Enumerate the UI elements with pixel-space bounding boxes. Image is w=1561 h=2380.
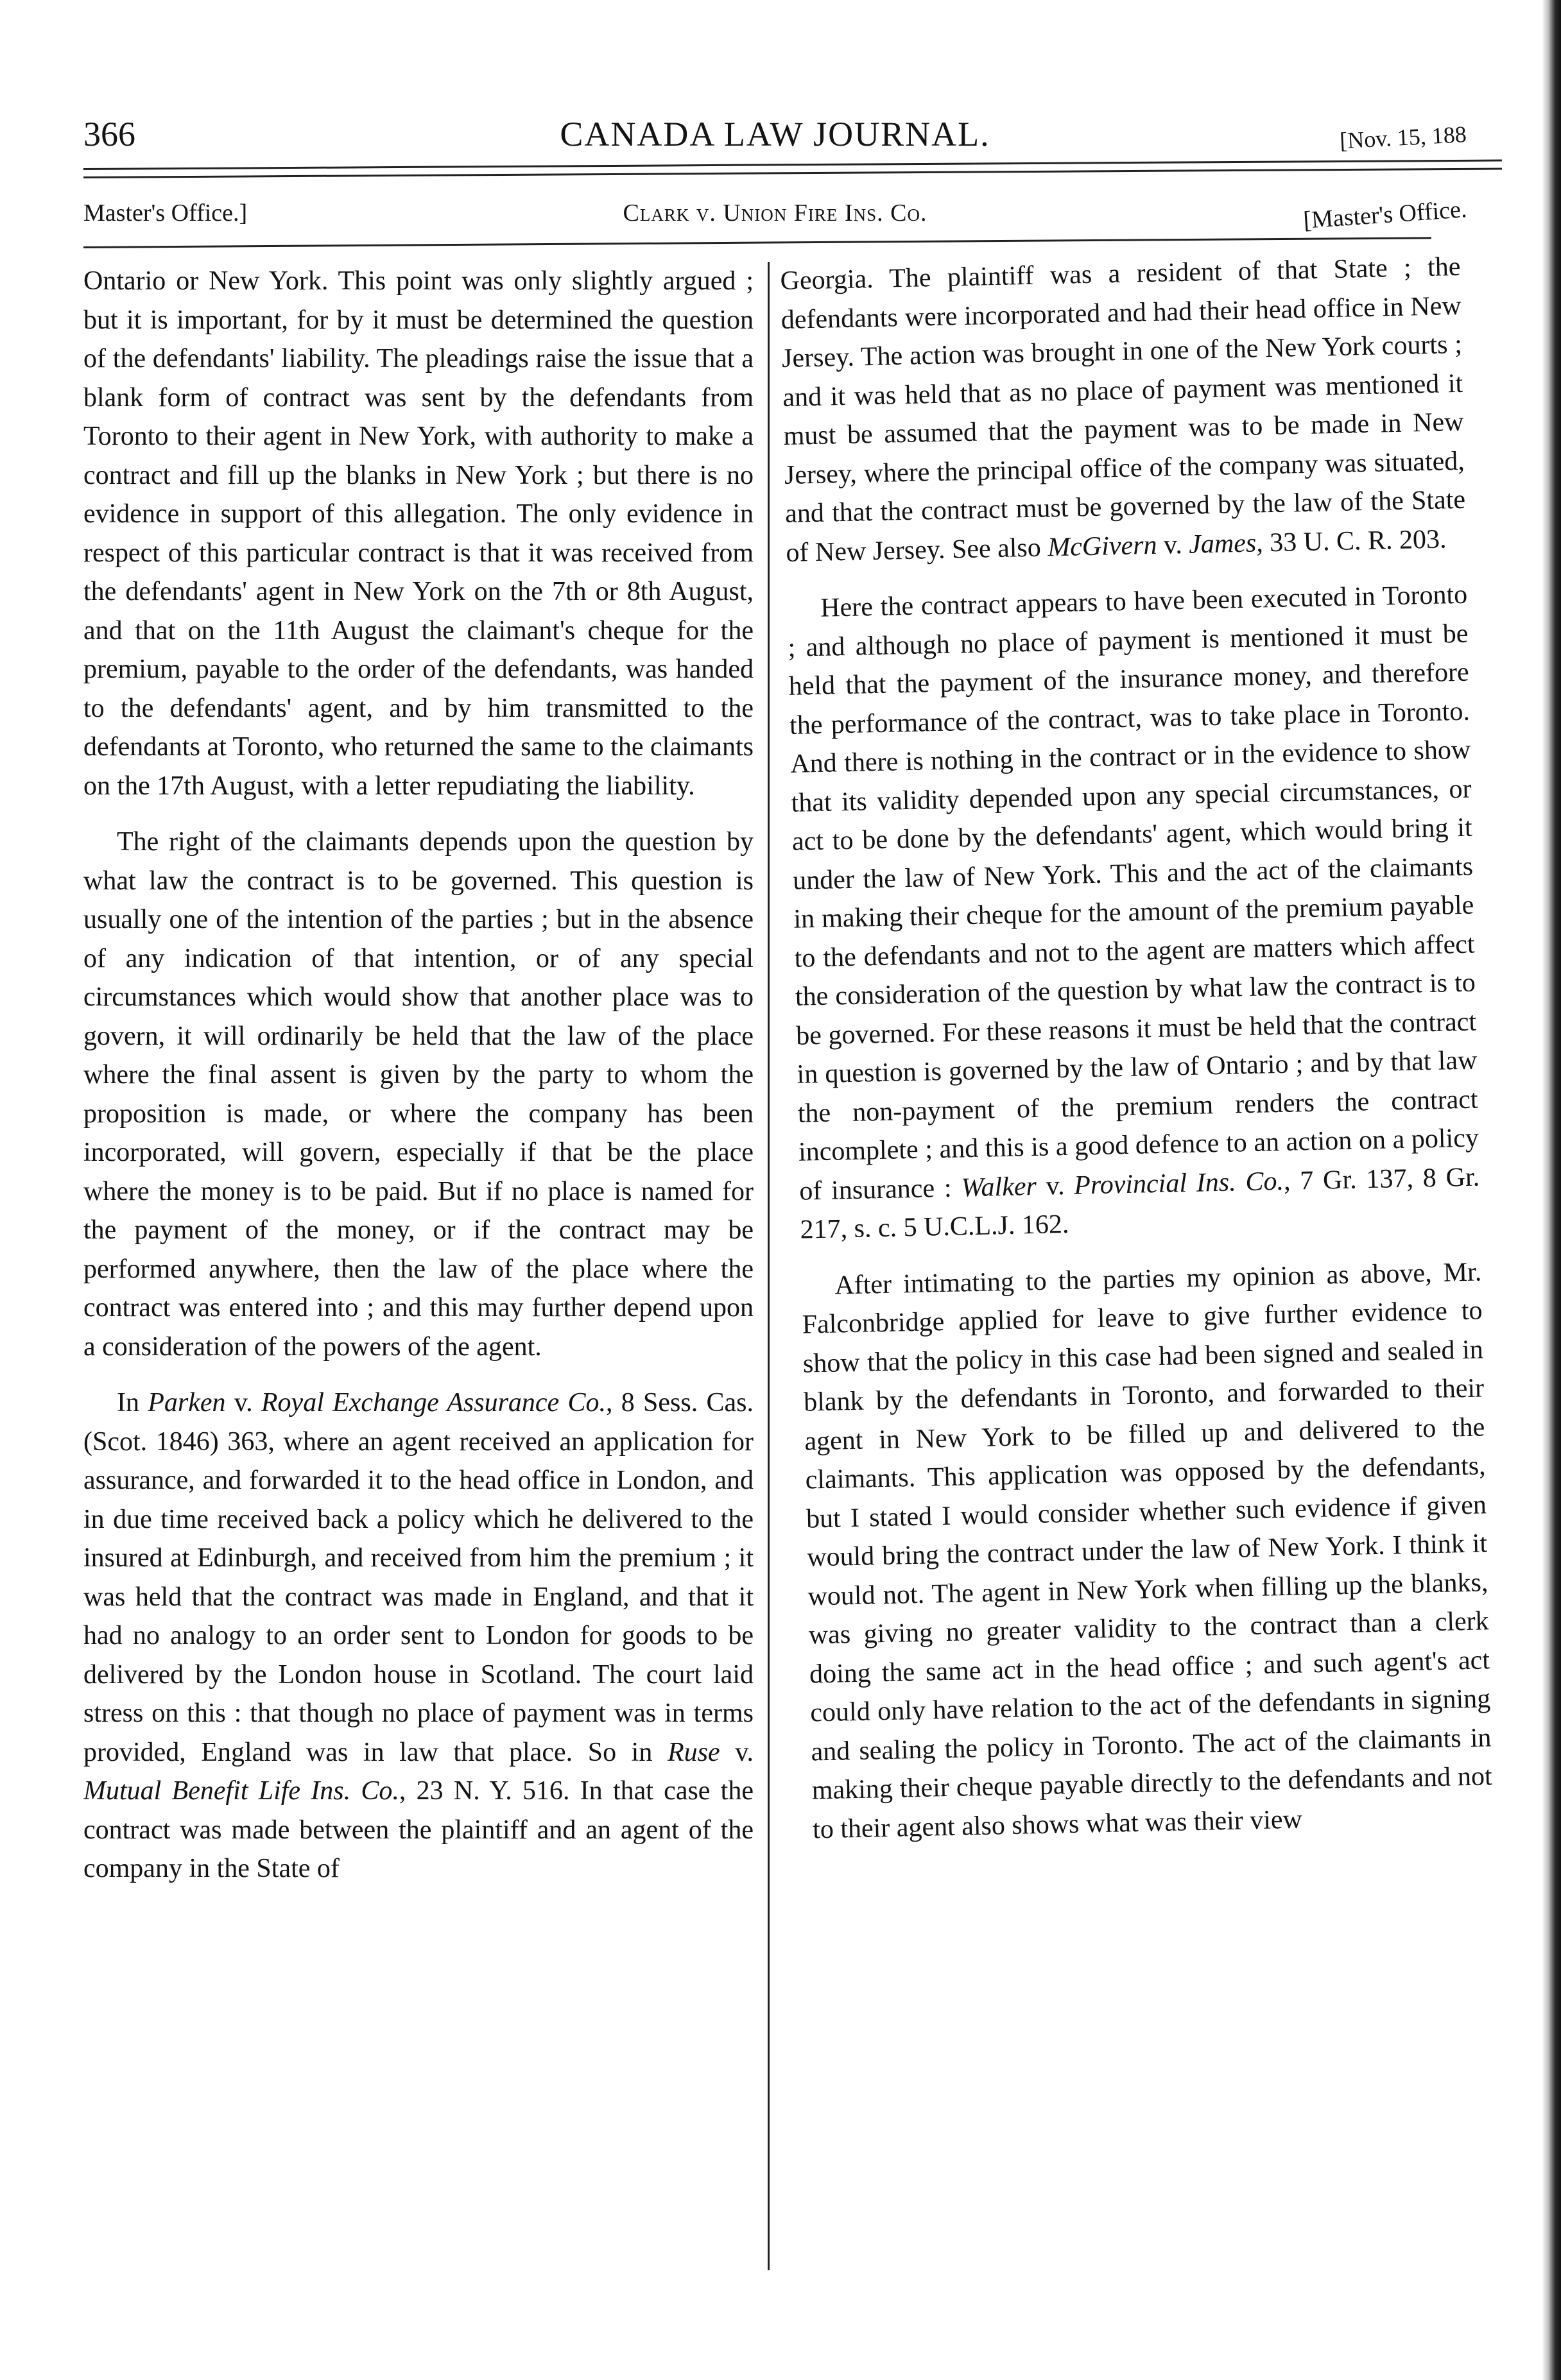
issue-date: [Nov. 15, 188 xyxy=(1339,121,1468,154)
right-column xyxy=(780,248,1503,2277)
case-name: Parken xyxy=(148,1388,226,1417)
page-edge-shadow xyxy=(1542,0,1561,2380)
text-run: , 7 Gr. 137, 8 Gr. 217, s. c. 5 U.C.L.J. 162. xyxy=(800,1161,1480,1245)
case-name: McGivern xyxy=(1047,530,1157,562)
left-paragraph-3 xyxy=(83,1383,754,1888)
case-name: Royal Exchange Assurance Co. xyxy=(261,1388,606,1417)
case-name: Provincial Ins. Co. xyxy=(1073,1166,1284,1201)
left-paragraph-2: The right of the claimants depends upon the question by what law the contract is to be governed. This question is usually one of the intention of the parties ; but in the absence of any indication of that intention, or of any special circumstances which would show that another place was to govern, it will ordinarily be held that the law of the place where the final assent is given by the party to whom the proposition is made, or where the company has been incorporated, will govern, especially if that be the place where the money is to be paid. But if no place is named for the payment of the money, or if the contract may be performed anywhere, then the law of the place where the contract was entered into ; and this may further depend upon a consideration of the powers of the agent. xyxy=(83,827,754,1362)
page-number: 366 xyxy=(83,115,135,153)
journal-title: CANADA LAW JOURNAL. xyxy=(560,115,990,153)
case-name: Ruse xyxy=(667,1737,720,1767)
running-head-left: Master's Office.] xyxy=(83,200,248,227)
case-title: Clark v. Union Fire Ins. Co. xyxy=(623,200,927,227)
text-run: , 8 Sess. Cas. (Scot. 1846) 363, where an agent received an application for assurance, and forwarded it to the head office in London, and in due time received back a policy which he delivered to the insured at Edinburgh, and received from him the premium ; it was held that the contract was made in England, and that it had no analogy to an order sent to London for goods to be delivered by the London house in Scotland. The court laid stress on this : that though no place of payment was in terms provided, England was in law that place. So in xyxy=(83,1388,754,1767)
text-run: In xyxy=(117,1388,148,1417)
column-divider xyxy=(768,262,770,2270)
text-run: , 23 N. Y. 516. In that case the contract was made between the plaintiff and an agent of the company in the State of xyxy=(83,1776,754,1883)
right-paragraph-3: After intimating to the parties my opinion as above, Mr. Falconbridge applied for leave to give further evidence to show that the policy in this case had been signed and sealed in blank by the defendants in Toronto, and forwarded to their agent in New York to be filled up and delivered to the claimants. This application was opposed by the defendants, but I stated I would consider whether such evidence if given would bring the contract under the law of New York. I think it would not. The agent in New York when filling up the blanks, was giving no greater validity to the contract than a clerk doing the same act in the head office ; and such agent's act could only have relation to the act of the defendants in signing and sealing the policy in Toronto. The act of the claimants in making their cheque payable directly to the defendants and not to their agent also shows what was their view xyxy=(802,1256,1493,1844)
text-run: v. xyxy=(225,1388,261,1417)
text-run: v. xyxy=(720,1737,754,1767)
running-head-rule xyxy=(83,237,1431,248)
text-run: Here the contract appears to have been executed in Toronto ; and although no place of payment is mentioned it must be held that the payment of the insurance money, and therefore the performance of the contract, was to take place in Toronto. And there is nothing in the contract or in the evidence to show that its validity depended upon any special circumstances, or act to be done by the defendants' agent, which would bring it under the law of New York. This and the act of the claimants in making their cheque for the amount of the premium payable to the defendants and not to the agent are matters which affect the consideration of the question by what law the contract is to be governed. For these reasons it must be held that the contract in question is governed by the law of Ontario ; and by that law the non-payment of the premium renders the contract incomplete ; and this is a good defence to an action on a policy of insurance : xyxy=(788,579,1479,1206)
case-name: Mutual Benefit Life Ins. Co. xyxy=(83,1776,399,1806)
left-column xyxy=(83,262,754,2277)
right-paragraph-2 xyxy=(787,576,1481,1249)
case-name: James xyxy=(1188,528,1257,560)
text-run: v. xyxy=(1036,1170,1074,1201)
case-name: Walker xyxy=(960,1171,1037,1203)
running-head xyxy=(83,196,1468,237)
left-paragraph-1: Ontario or New York. This point was only slightly argued ; but it is important, for by it must be determined the question of the defendants' liability. The pleadings raise the issue that a blank form of contract was sent by the defendants from Toronto to their agent in New York, with authority to make a contract and fill up the blanks in New York ; but there is no evidence in support of this allegation. The only evidence in respect of this particular contract is that it was received from the defendants' agent in New York on the 7th or 8th August, and that on the 11th August the claimant's cheque for the premium, payable to the order of the defendants, was handed to the defendants' agent, and by him transmitted to the defendants at Toronto, who returned the same to the claimants on the 17th August, with a letter repudiating the liability. xyxy=(83,266,754,801)
running-head-right: [Master's Office. xyxy=(1302,196,1468,234)
text-run: , 33 U. C. R. 203. xyxy=(1255,524,1447,558)
text-run: v. xyxy=(1156,529,1189,560)
right-paragraph-1 xyxy=(780,248,1467,572)
text-run: Georgia. The plaintiff was a resident of that State ; the defendants were incorporated and had their head office in New Jersey. The action was brought in one of the New York courts ; and it was held that as no place of payment was mentioned it must be assumed that the payment was to be made in New Jersey, where the principal office of the company was situated, and that the contract must be governed by the law of the State of New Jersey. See also xyxy=(780,252,1466,568)
page-header xyxy=(83,114,1467,166)
